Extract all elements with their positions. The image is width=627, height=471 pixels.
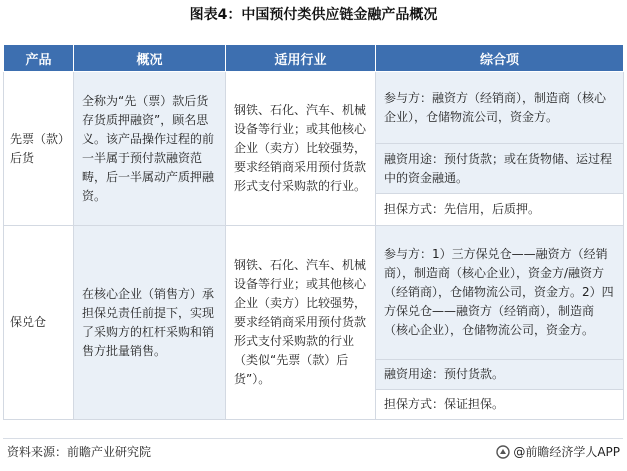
participants-cell: 参与方：融资方（经销商），制造商（核心企业），仓储物流公司，资金方。: [376, 72, 624, 144]
product-industry: 钢铁、石化、汽车、机械设备等行业；或其他核心企业（卖方）比较强势，要求经销商采用预付货款形式支付采购款的行业。: [226, 72, 376, 226]
table-row: [4, 72, 624, 144]
header-overview: 概况: [74, 45, 226, 72]
footer: [7, 443, 620, 461]
guarantee-cell: 担保方式：先信用，后质押。: [376, 194, 624, 226]
participants-cell: 参与方：1）三方保兑仓——融资方（经销商），制造商（核心企业），资金方/融资方（经销商），仓储物流公司，资金方。2）四方保兑仓——融资方（经销商），制造商（核心企业），仓储物流公司，资金方。: [376, 226, 624, 360]
product-industry: 钢铁、石化、汽车、机械设备等行业；或其他核心企业（卖方）比较强势，要求经销商采用预付货款形式支付采购款的行业（类似“先票（款）后货”）。: [226, 226, 376, 420]
guarantee-cell: 担保方式：保证担保。: [376, 390, 624, 420]
product-table: [3, 44, 624, 420]
header-items: 综合项: [376, 45, 624, 72]
usage-cell: 融资用途：预付货款。: [376, 360, 624, 390]
product-overview: 在核心企业（销售方）承担保兑责任前提下，实现了采购方的杠杆采购和销售方批量销售。: [74, 226, 226, 420]
product-name: 保兑仓: [4, 226, 74, 420]
table-header-row: [4, 45, 624, 72]
brand-label: @前瞻经济学人APP: [513, 445, 620, 459]
brand-credit: [496, 443, 620, 460]
qianzhan-logo-icon: [496, 445, 510, 459]
usage-cell: 融资用途：预付货款；或在货物储、运过程中的资金融通。: [376, 144, 624, 194]
product-name: 先票（款）后货: [4, 72, 74, 226]
table-row: [4, 226, 624, 360]
header-industry: 适用行业: [226, 45, 376, 72]
product-overview: 全称为“先（票）款后货存货质押融资”，顾名思义。该产品操作过程的前一半属于预付款融资范畴，后一半属动产质押融资。: [74, 72, 226, 226]
header-product: 产品: [4, 45, 74, 72]
footer-divider: [3, 438, 623, 439]
source-note: 资料来源：前瞻产业研究院: [7, 445, 152, 459]
chart-title: 图表4：中国预付类供应链金融产品概况: [189, 7, 438, 23]
